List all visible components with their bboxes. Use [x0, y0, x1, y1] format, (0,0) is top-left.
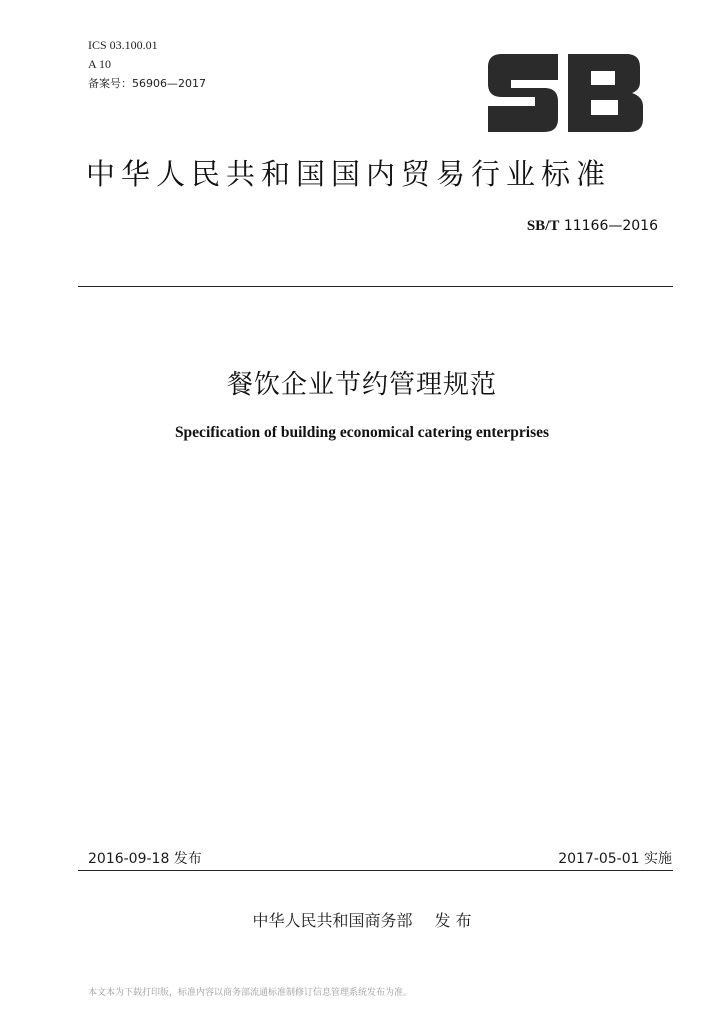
- issue-date: 2016-09-18 发布: [88, 851, 202, 867]
- standard-code-prefix: SB/T: [526, 218, 560, 234]
- standard-code: [527, 218, 658, 235]
- classification-block: [88, 36, 206, 93]
- footer-divider: [78, 870, 673, 871]
- sb-logo-letters: [488, 54, 643, 132]
- record-number: 备案号：56906—2017: [88, 77, 206, 90]
- implementation-date: 2017-05-01 实施: [558, 851, 672, 867]
- issuer-action: 发 布: [434, 911, 472, 930]
- sb-logo: [488, 54, 643, 132]
- document-title-en: Specification of building economical catering enterprises: [174, 424, 550, 441]
- document-title-cn: 餐饮企业节约管理规范: [226, 370, 497, 400]
- sb-logo-text: SB: [488, 54, 490, 55]
- issuer-line: [0, 908, 724, 931]
- ccs-code: A 10: [88, 57, 112, 71]
- ics-code: ICS 03.100.01: [88, 38, 158, 52]
- standard-code-number: 11166—2016: [563, 218, 658, 234]
- header-divider: [78, 286, 673, 287]
- issuer-name: 中华人民共和国商务部: [252, 911, 413, 930]
- organization-title: 中华人民共和国国内贸易行业标准: [86, 157, 612, 191]
- download-disclaimer: 本文本为下载打印版，标准内容以商务部流通标准制修订信息管理系统发布为准。: [88, 988, 413, 998]
